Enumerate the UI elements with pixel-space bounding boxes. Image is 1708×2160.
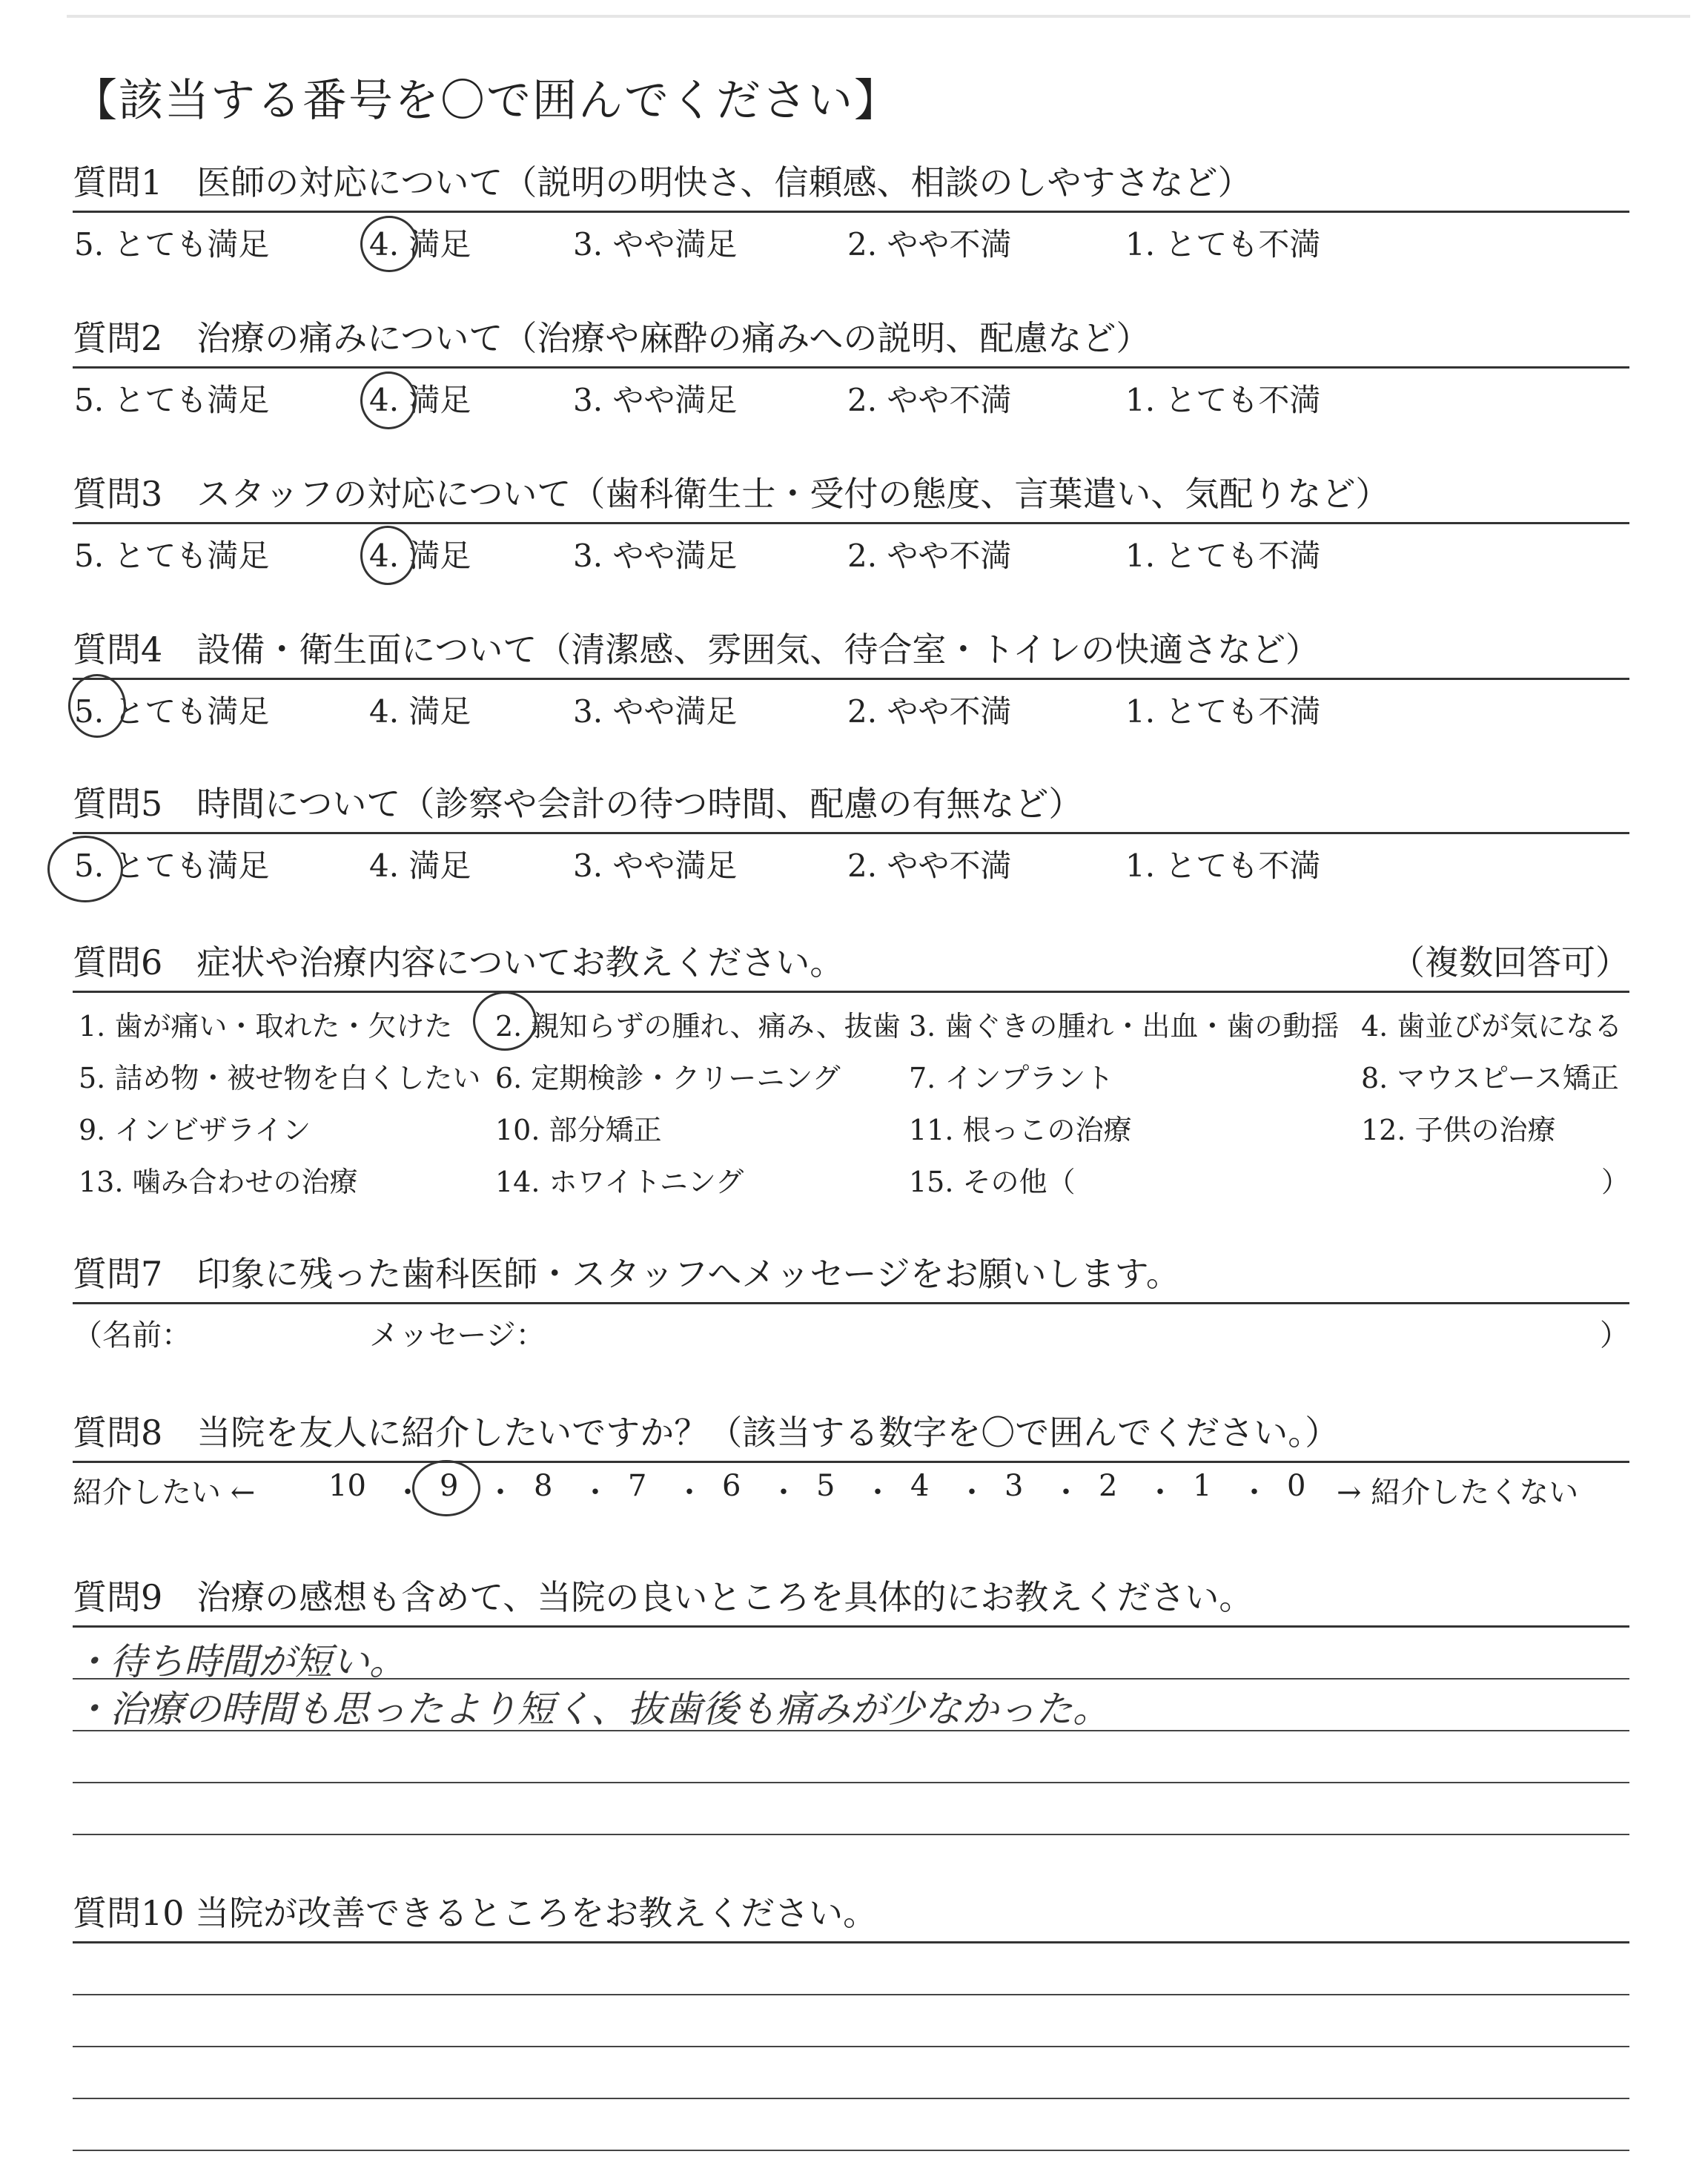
scale-number[interactable]: 1 — [1193, 1469, 1212, 1503]
option-4[interactable]: 4. 満足 — [369, 382, 471, 418]
scale-dot: ・ — [1145, 1476, 1175, 1510]
page-title: 【該当する番号を〇で囲んでください】 — [73, 75, 900, 127]
scale-number[interactable]: 6 — [722, 1469, 741, 1503]
symptom-option[interactable]: 1. 歯が痛い・取れた・欠けた — [79, 1010, 453, 1043]
recommend-scale — [73, 1469, 1629, 1513]
question-6-title — [73, 942, 1629, 983]
option-3[interactable]: 3. やや満足 — [573, 693, 738, 730]
symptom-option[interactable]: 2. 親知らずの腫れ、痛み、抜歯 — [495, 1010, 901, 1043]
answer-circle — [360, 216, 418, 272]
option-4[interactable]: 4. 満足 — [369, 226, 471, 262]
option-2[interactable]: 2. やや不満 — [847, 538, 1012, 574]
scale-dot: ・ — [769, 1476, 798, 1510]
question-4-title: 質問4 設備・衛生面について（清潔感、雰囲気、待合室・トイレの快適さなど） — [73, 630, 1320, 670]
symptom-option[interactable]: 7. インプラント — [909, 1062, 1114, 1094]
question-4 — [73, 629, 1629, 732]
option-1[interactable]: 1. とても不満 — [1125, 382, 1321, 418]
question-8-title: 質問8 当院を友人に紹介したいですか？（該当する数字を〇で囲んでください。） — [73, 1413, 1340, 1453]
scale-number[interactable]: 5 — [816, 1469, 835, 1503]
question-10-rule — [73, 1941, 1629, 1943]
option-2[interactable]: 2. やや不満 — [847, 848, 1012, 884]
question-7-rule — [73, 1302, 1629, 1304]
option-2[interactable]: 2. やや不満 — [847, 693, 1012, 730]
question-3-title: 質問3 スタッフの対応について（歯科衛生士・受付の態度、言葉遣い、気配りなど） — [73, 474, 1390, 514]
scale-left-label: 紹介したい ← — [73, 1476, 256, 1510]
option-1[interactable]: 1. とても不満 — [1125, 538, 1321, 574]
option-5[interactable]: 5. とても満足 — [74, 538, 270, 574]
message-close-paren: ） — [1600, 1318, 1629, 1353]
symptom-option[interactable]: 9. インビザライン — [79, 1114, 311, 1146]
symptom-option[interactable]: 3. 歯ぐきの腫れ・出血・歯の動揺 — [909, 1010, 1340, 1043]
option-3[interactable]: 3. やや満足 — [573, 538, 738, 574]
answer-line — [73, 2150, 1629, 2151]
scale-dot: ・ — [1051, 1476, 1081, 1510]
question-3 — [73, 473, 1629, 576]
question-9-title: 質問9 治療の感想も含めて、当院の良いところを具体的にお教えください。 — [73, 1577, 1254, 1617]
option-5[interactable]: 5. とても満足 — [74, 848, 270, 884]
symptom-option[interactable]: 13. 噛み合わせの治療 — [79, 1166, 358, 1198]
scale-number[interactable]: 4 — [910, 1469, 930, 1503]
scale-number[interactable]: 7 — [628, 1469, 647, 1503]
question-1 — [73, 162, 1629, 265]
answer-circle — [68, 674, 126, 738]
question-6-text: 質問6 症状や治療内容についてお教えください。 — [73, 942, 844, 982]
top-edge-line — [67, 15, 1690, 18]
option-2[interactable]: 2. やや不満 — [847, 382, 1012, 418]
answer-line — [73, 2046, 1629, 2047]
symptom-option[interactable]: 4. 歯並びが気になる — [1361, 1010, 1623, 1043]
option-5[interactable]: 5. とても満足 — [74, 382, 270, 418]
scale-number[interactable]: 3 — [1004, 1469, 1024, 1503]
question-4-rule — [73, 678, 1629, 680]
option-4[interactable]: 4. 満足 — [369, 848, 471, 884]
answer-line — [73, 1994, 1629, 1995]
option-1[interactable]: 1. とても不満 — [1125, 848, 1321, 884]
question-5 — [73, 783, 1629, 886]
answer-circle — [360, 526, 415, 585]
question-6-options — [73, 1003, 1629, 1226]
answer-line — [73, 1834, 1629, 1835]
scale-number[interactable]: 2 — [1099, 1469, 1118, 1503]
scale-dot: ・ — [580, 1476, 610, 1510]
question-1-rule — [73, 211, 1629, 213]
scale-number[interactable]: 0 — [1287, 1469, 1306, 1503]
option-3[interactable]: 3. やや満足 — [573, 382, 738, 418]
question-6 — [73, 942, 1629, 1226]
scale-number[interactable]: 9 — [440, 1469, 459, 1503]
handwritten-answer: ・待ち時間が短い。 — [73, 1640, 406, 1683]
symptom-option[interactable]: 15. その他（ — [909, 1166, 1076, 1198]
answer-line — [73, 1782, 1629, 1783]
option-4[interactable]: 4. 満足 — [369, 538, 471, 574]
answer-circle — [47, 836, 123, 902]
question-5-options — [73, 842, 1629, 886]
answer-circle — [360, 371, 417, 429]
other-close-paren: ） — [1601, 1166, 1629, 1198]
question-8-rule — [73, 1461, 1629, 1463]
symptom-option[interactable]: 5. 詰め物・被せ物を白くしたい — [79, 1062, 481, 1094]
symptom-option[interactable]: 10. 部分矯正 — [495, 1114, 662, 1146]
question-2-options — [73, 376, 1629, 420]
answer-circle — [412, 1460, 480, 1516]
question-8 — [73, 1412, 1629, 1513]
option-4[interactable]: 4. 満足 — [369, 693, 471, 730]
option-3[interactable]: 3. やや満足 — [573, 226, 738, 262]
scale-dot: ・ — [863, 1476, 893, 1510]
question-1-title: 質問1 医師の対応について（説明の明快さ、信頼感、相談のしやすさなど） — [73, 162, 1252, 202]
question-5-rule — [73, 832, 1629, 834]
question-3-options — [73, 532, 1629, 576]
option-5[interactable]: 5. とても満足 — [74, 226, 270, 262]
option-1[interactable]: 1. とても不満 — [1125, 693, 1321, 730]
symptom-option[interactable]: 14. ホワイトニング — [495, 1166, 744, 1198]
question-2-rule — [73, 366, 1629, 369]
option-3[interactable]: 3. やや満足 — [573, 848, 738, 884]
question-5-title: 質問5 時間について（診察や会計の待つ時間、配慮の有無など） — [73, 784, 1083, 824]
question-7 — [73, 1253, 1629, 1353]
symptom-option[interactable]: 12. 子供の治療 — [1361, 1114, 1556, 1146]
question-10 — [73, 1892, 1629, 1943]
option-2[interactable]: 2. やや不満 — [847, 226, 1012, 262]
scale-right-label: → 紹介したくない — [1337, 1476, 1579, 1510]
question-1-options — [73, 220, 1629, 265]
symptom-option[interactable]: 11. 根っこの治療 — [909, 1114, 1132, 1146]
question-7-title: 質問7 印象に残った歯科医師・スタッフへメッセージをお願いします。 — [73, 1254, 1180, 1294]
message-row — [73, 1312, 1629, 1353]
question-9-rule — [73, 1625, 1629, 1628]
option-1[interactable]: 1. とても不満 — [1125, 226, 1321, 262]
question-9 — [73, 1576, 1629, 1731]
scale-dot: ・ — [1239, 1476, 1269, 1510]
name-field-label[interactable]: （名前： — [73, 1318, 191, 1353]
question-3-rule — [73, 522, 1629, 524]
question-4-options — [73, 687, 1629, 732]
option-5[interactable]: 5. とても満足 — [74, 693, 270, 730]
scale-dot: ・ — [957, 1476, 987, 1510]
question-10-title: 質問10 当院が改善できるところをお教えください。 — [73, 1893, 878, 1933]
scale-dot: ・ — [393, 1476, 423, 1510]
handwritten-answer: ・治療の時間も思ったより短く、抜歯後も痛みが少なかった。 — [73, 1688, 1110, 1731]
answer-line — [73, 2098, 1629, 2099]
scale-number[interactable]: 8 — [534, 1469, 553, 1503]
scale-dot: ・ — [675, 1476, 704, 1510]
question-2-title: 質問2 治療の痛みについて（治療や麻酔の痛みへの説明、配慮など） — [73, 318, 1151, 358]
question-2 — [73, 317, 1629, 420]
scale-dot: ・ — [486, 1476, 515, 1510]
multiple-answer-note: （複数回答可） — [1391, 942, 1629, 982]
symptom-option[interactable]: 6. 定期検診・クリーニング — [495, 1062, 841, 1094]
scale-number[interactable]: 10 — [328, 1469, 366, 1503]
question-6-rule — [73, 991, 1629, 993]
answer-circle — [473, 991, 537, 1051]
symptom-option[interactable]: 8. マウスピース矯正 — [1361, 1062, 1619, 1094]
message-field-label[interactable]: メッセージ： — [369, 1318, 546, 1353]
